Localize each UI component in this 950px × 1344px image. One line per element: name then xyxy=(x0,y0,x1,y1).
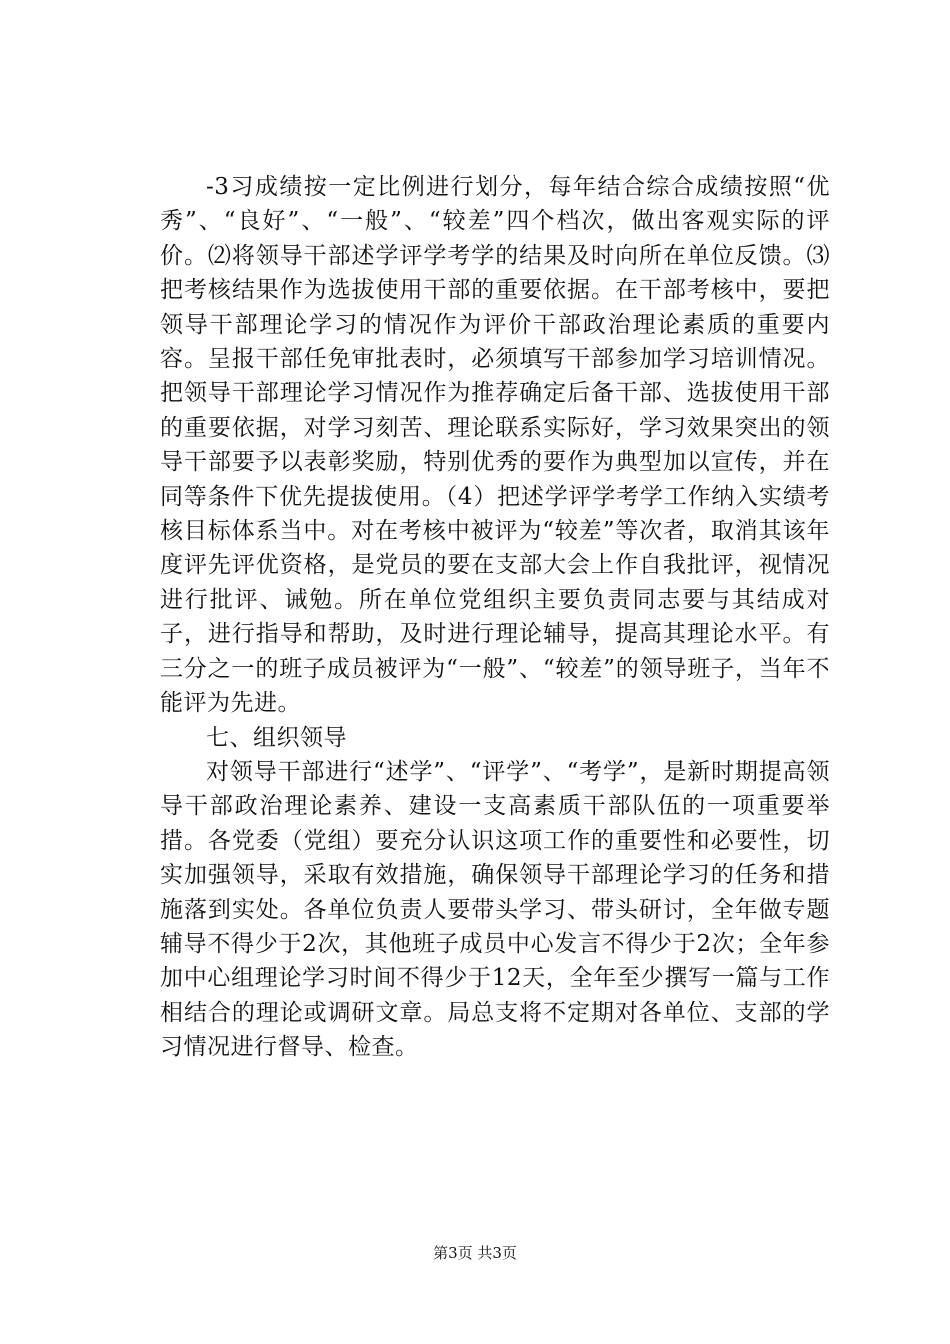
section-heading-organization: 七、组织领导 xyxy=(206,724,347,751)
document-body xyxy=(160,170,830,1065)
body-paragraph-organization: 对领导干部进行“述学”、“评学”、“考学”，是新时期提高领导干部政治理论素养、建设一支高素质干部队伍的一项重要举措。各党委（党组）要充分认识这项工作的重要性和必要性，切实加强领导，采取有效措施，确保领导干部理论学习的任务和措施落到实处。各单位负责人要带头学习、带头研讨，全年做专题辅导不得少于2次，其他班子成员中心发言不得少于2次；全年参加中心组理论学习时间不得少于12天，全年至少撰写一篇与工作相结合的理论或调研文章。局总支将不定期对各单位、支部的学习情况进行督导、检查。 xyxy=(160,758,830,1061)
body-paragraph-evaluation: -3习成绩按一定比例进行划分，每年结合综合成绩按照“优秀”、“良好”、“一般”、“较差”四个档次，做出客观实际的评价。⑵将领导干部述学评学考学的结果及时向所在单位反馈。⑶把考核结果作为选拔使用干部的重要依据。在干部考核中，要把领导干部理论学习的情况作为评价干部政治理论素质的重要内容。呈报干部任免审批表时，必须填写干部参加学习培训情况。把领导干部理论学习情况作为推荐确定后备干部、选拔使用干部的重要依据，对学习刻苦、理论联系实际好，学习效果突出的领导干部要予以表彰奖励，特别优秀的要作为典型加以宣传，并在同等条件下优先提拔使用。（4）把述学评学考学工作纳入实绩考核目标体系当中。对在考核中被评为“较差”等次者，取消其该年度评先评优资格，是党员的要在支部大会上作自我批评，视情况进行批评、诫勉。所在单位党组织主要负责同志要与其结成对子，进行指导和帮助，及时进行理论辅导，提高其理论水平。有三分之一的班子成员被评为“一般”、“较差”的领导班子，当年不能评为先进。 xyxy=(160,174,830,717)
page-footer: 第3页 共3页 xyxy=(433,1244,517,1262)
